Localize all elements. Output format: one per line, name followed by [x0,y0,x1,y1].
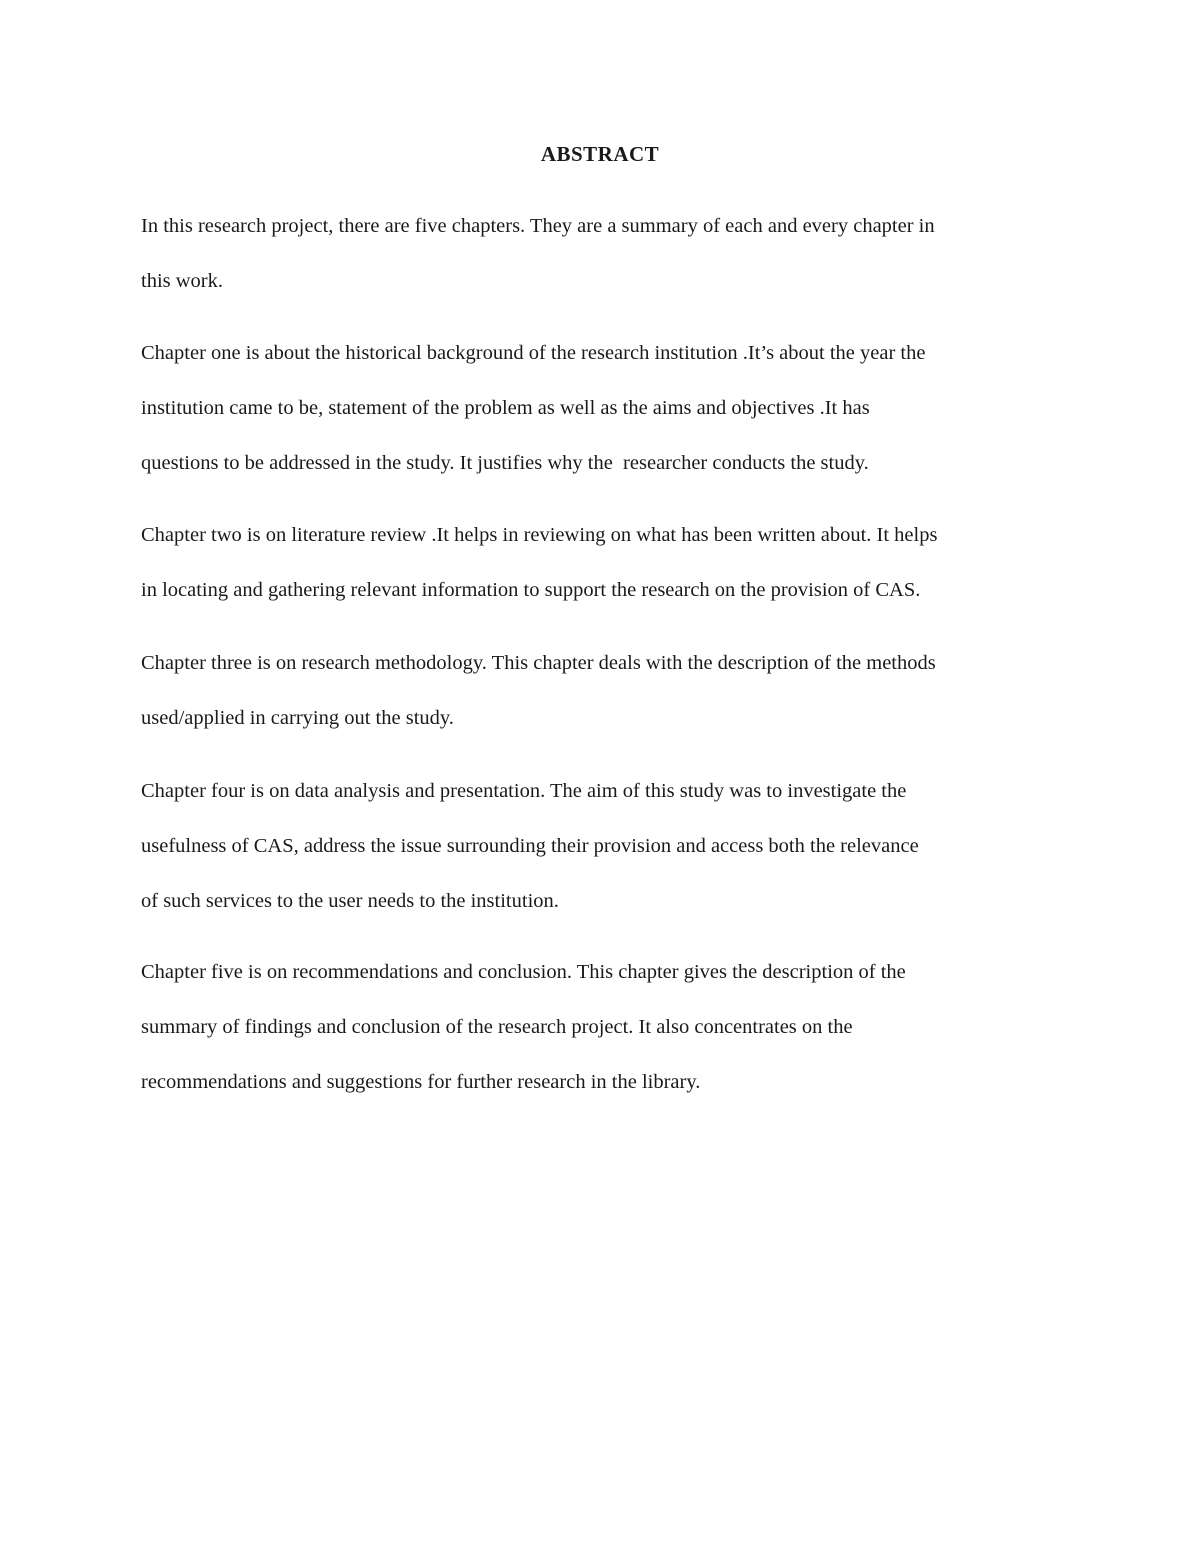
text-line: In this research project, there are five chapters. They are a summary of each and every chapter in [141,215,935,237]
text-line: summary of findings and conclusion of the research project. It also concentrates on the [141,1016,853,1038]
text-line: of such services to the user needs to the institution. [141,890,559,912]
text-line: used/applied in carrying out the study. [141,707,454,729]
text-line: Chapter four is on data analysis and presentation. The aim of this study was to investigate the [141,780,907,802]
text-line: this work. [141,270,223,292]
text-line: in locating and gathering relevant information to support the research on the provision of CAS. [141,579,921,601]
text-line: Chapter three is on research methodology. This chapter deals with the description of the methods [141,652,936,674]
abstract-title: ABSTRACT [540,142,660,166]
text-line: Chapter one is about the historical background of the research institution .It’s about the year the [141,342,926,364]
text-line: usefulness of CAS, address the issue surrounding their provision and access both the relevance [141,835,919,857]
text-line: questions to be addressed in the study. It justifies why the researcher conducts the study. [141,452,869,474]
text-line: Chapter two is on literature review .It helps in reviewing on what has been written about. It helps [141,524,938,546]
text-line: Chapter five is on recommendations and conclusion. This chapter gives the description of the [141,961,906,983]
text-line: recommendations and suggestions for further research in the library. [141,1071,701,1093]
text-line: institution came to be, statement of the problem as well as the aims and objectives .It has [141,397,870,419]
